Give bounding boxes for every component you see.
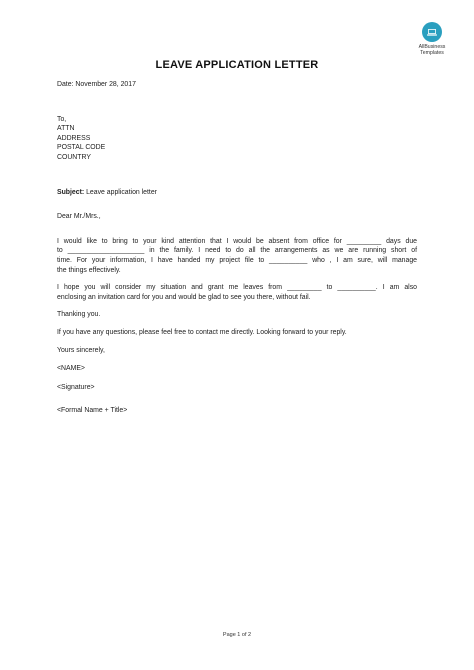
- paragraph-leave-line1: I hope you will consider my situation and grant me leaves from _________ to __________. I am also: [57, 284, 417, 292]
- page-number: Page 1 of 2: [222, 632, 252, 638]
- paragraph-leave-line2: enclosing an invitation card for you and would be glad to see you there, without fail.: [57, 293, 311, 301]
- formal-name-placeholder: <Formal Name + Title>: [57, 407, 128, 415]
- address-to: To,: [57, 115, 67, 123]
- thanks-line: Thanking you.: [57, 311, 101, 319]
- paragraph-absence-line1: I would like to bring to your kind attention that I would be absent from office for _________ days due: [57, 237, 417, 245]
- paragraph-absence-line3: time. For your information, I have handed my project file to __________ who , I am sure, will manage: [57, 256, 417, 264]
- contact-line: If you have any questions, please feel free to contact me directly. Looking forward to your reply.: [57, 328, 347, 336]
- paragraph-absence-line4: the things effectively.: [57, 266, 121, 274]
- subject-line: [57, 188, 417, 198]
- paragraph-absence: [57, 237, 417, 275]
- letter-body: [57, 80, 417, 416]
- laptop-icon: [422, 22, 442, 42]
- paragraph-absence-line2: to ____________________ in the family. I need to do all the arrangements as we are running short of: [57, 247, 417, 255]
- closing-line: Yours sincerely,: [57, 346, 105, 354]
- recipient-address: [57, 115, 417, 163]
- salutation: Dear Mr./Mrs.,: [57, 213, 101, 221]
- brand-logo[interactable]: [409, 22, 455, 56]
- brand-name-line2: Templates: [420, 50, 444, 56]
- subject-text: Leave application letter: [84, 188, 157, 196]
- paragraph-leave-request: [57, 283, 417, 302]
- subject-label: Subject:: [57, 188, 85, 196]
- brand-name-line1: AllBusiness: [418, 44, 446, 50]
- name-placeholder: <NAME>: [57, 365, 85, 373]
- brand-name: [409, 44, 455, 56]
- document-title: LEAVE APPLICATION LETTER: [155, 59, 319, 71]
- letter-date: Date: November 28, 2017: [57, 81, 136, 88]
- address-country: COUNTRY: [57, 153, 91, 161]
- signature-placeholder: <Signature>: [57, 383, 95, 391]
- address-street: ADDRESS: [57, 134, 91, 142]
- address-postal-code: POSTAL CODE: [57, 144, 106, 152]
- address-attn: ATTN: [57, 125, 75, 133]
